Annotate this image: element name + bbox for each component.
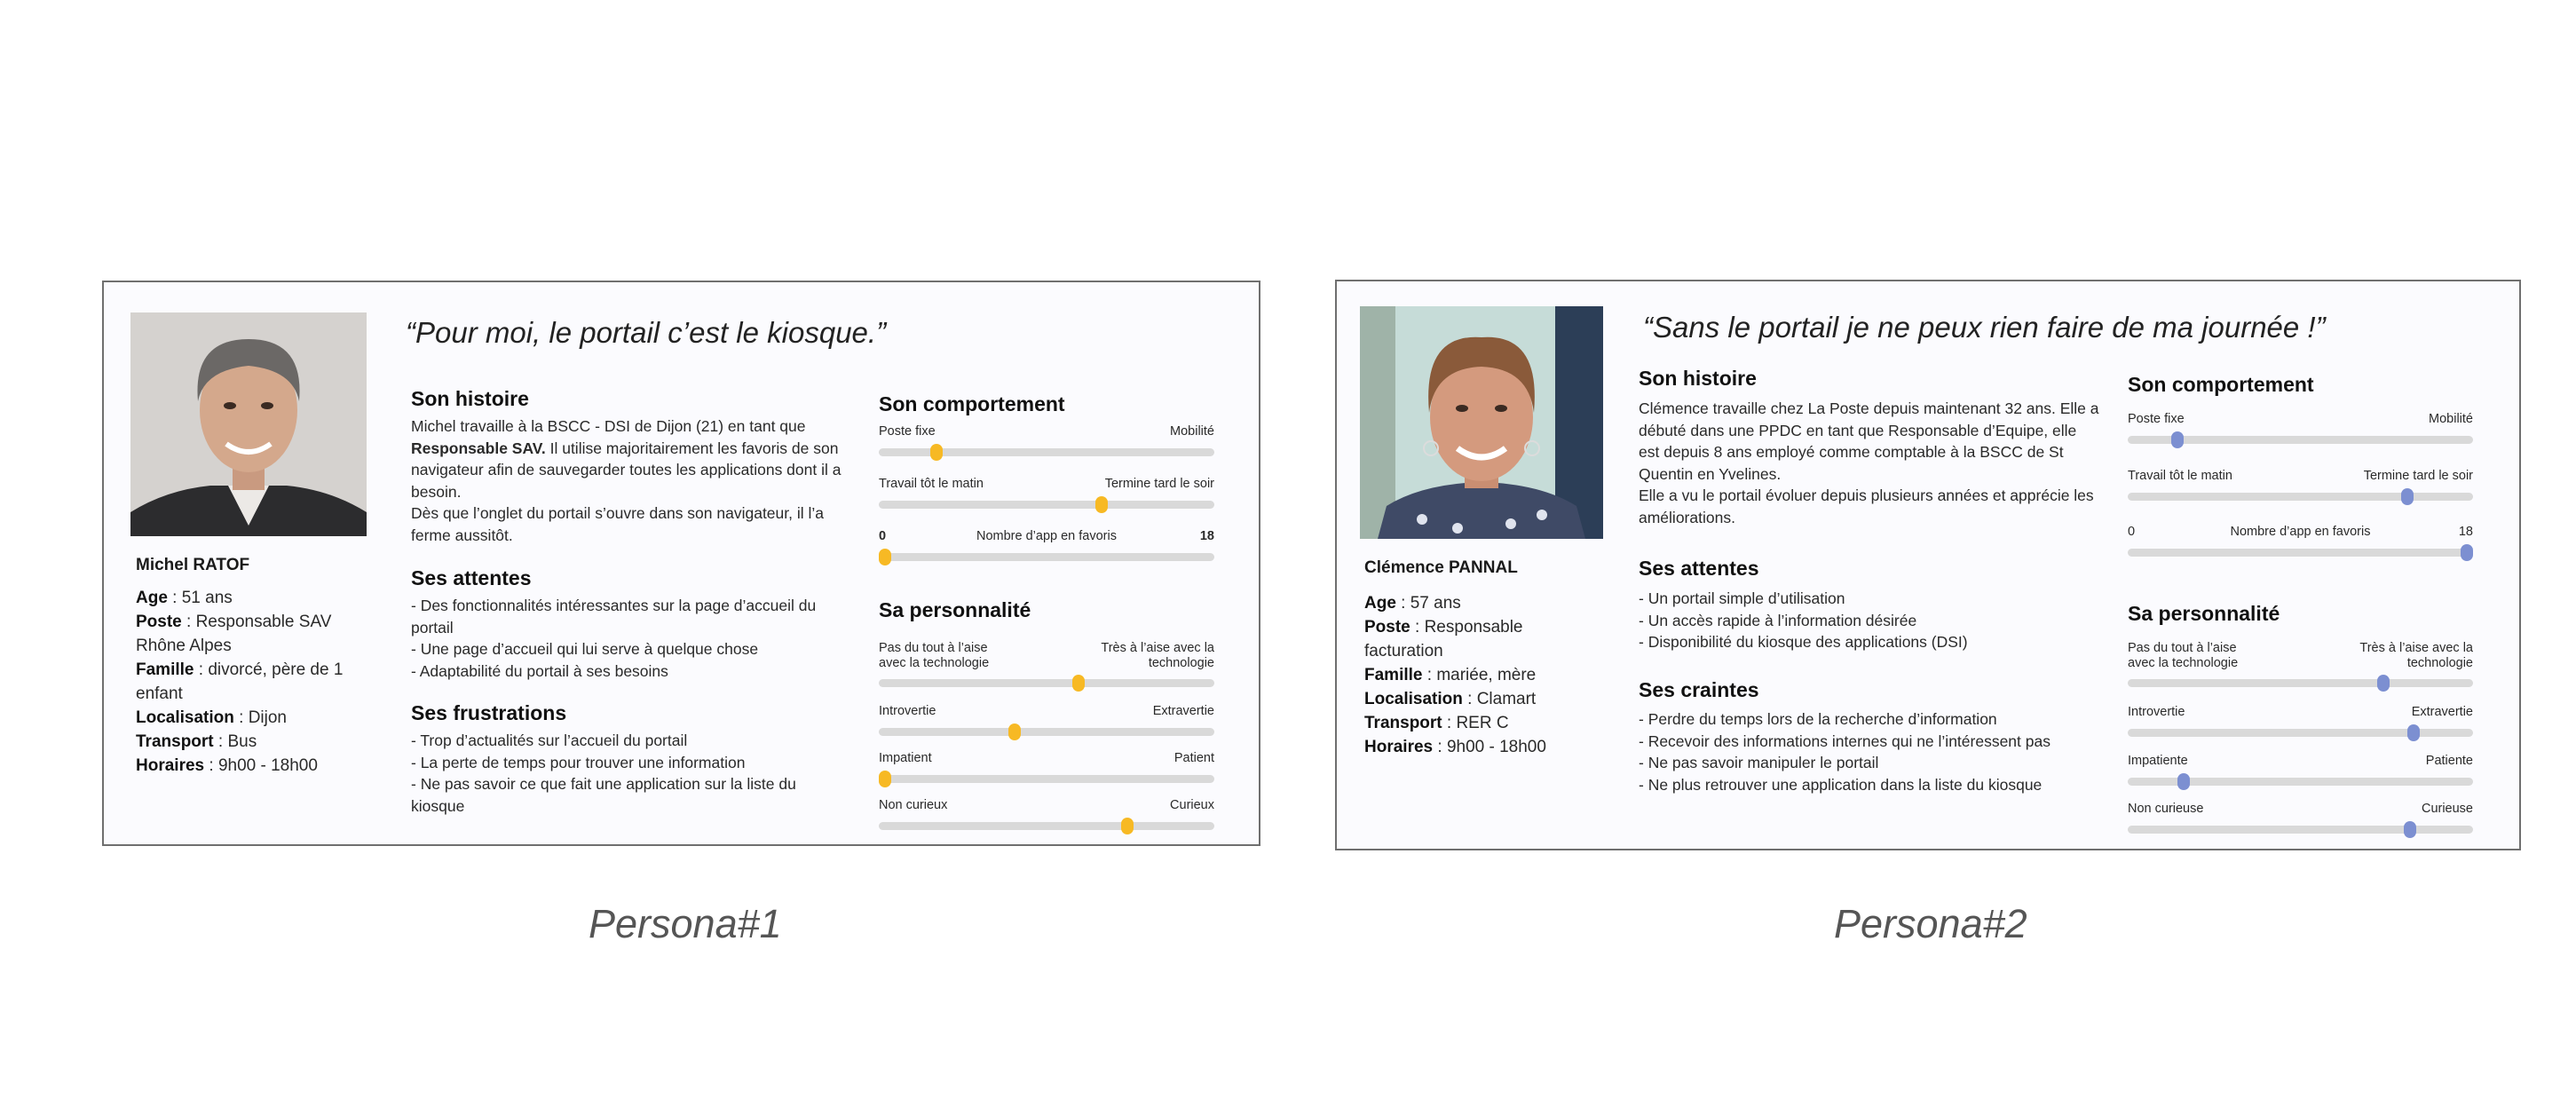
slider-favoris: Nombre d’app en favoris 0 18 (879, 529, 1214, 572)
list-item: - Adaptabilité du portail à ses besoins (411, 661, 668, 680)
persona-name: Michel RATOF (136, 556, 250, 574)
info-poste: Poste : Responsable facturation (1364, 618, 1523, 660)
info-transport: Transport : RER C (1364, 714, 1509, 732)
slider-technologie: Pas du tout à l’aise avec la technologie Très à l’aise avec la technologie (2128, 641, 2473, 684)
histoire-heading: Son histoire (411, 387, 529, 410)
slider-knob (1121, 818, 1134, 834)
slider-knob (879, 771, 891, 787)
slider-technologie: Pas du tout à l’aise avec la technologie Très à l’aise avec la technologie (879, 641, 1214, 684)
info-localisation: Localisation : Clamart (1364, 690, 1537, 708)
attentes-heading: Ses attentes (1639, 557, 1759, 580)
histoire-text: Michel travaille à la BSCC - DSI de Dijon (21) en tant que Responsable SAV. Il utilise majoritairement les favoris de son navigateur afin de sauvegarder toutes les applications dont il a besoin. Dès que l’onglet du portail s’ouvre dans son navigateur, il l’a ferme aussitôt. (411, 417, 842, 544)
attentes-heading: Ses attentes (411, 566, 532, 589)
craintes-heading: Ses craintes (1639, 678, 1759, 701)
list-item: - Des fonctionnalités intéressantes sur la page d’accueil du portail (411, 597, 817, 637)
persona-photo (130, 312, 367, 536)
info-transport: Transport : Bus (136, 732, 257, 751)
info-famille: Famille : divorcé, père de 1 enfant (136, 660, 344, 703)
list-item: - Ne plus retrouver une application dans la liste du kiosque (1639, 775, 2043, 794)
slider-knob (2407, 724, 2420, 741)
list-item: - Trop d’actualités sur l’accueil du portail (411, 731, 688, 749)
personnalite-heading: Sa personnalité (2128, 602, 2280, 625)
info-age: Age : 57 ans (1364, 594, 1461, 613)
slider-curiosite: Non curieux Curieux (879, 798, 1214, 841)
craintes-list (1639, 708, 2100, 795)
slider-poste-mobilite: Poste fixe Mobilité (2128, 412, 2473, 455)
list-item: - Un accès rapide à l’information désirée (1639, 611, 1917, 629)
slider-knob (2401, 488, 2414, 505)
info-age: Age : 51 ans (136, 589, 233, 607)
histoire-heading: Son histoire (1639, 367, 1757, 390)
persona-name: Clémence PANNAL (1364, 558, 1518, 577)
persona-caption-1: Persona#1 (589, 901, 782, 946)
list-item: - Perdre du temps lors de la recherche d’information (1639, 710, 1997, 728)
slider-knob (930, 444, 943, 461)
persona-info (1364, 591, 1577, 759)
slider-knob (2177, 773, 2190, 790)
info-famille: Famille : mariée, mère (1364, 666, 1537, 684)
slider-poste-mobilite: Poste fixe Mobilité (879, 424, 1214, 467)
attentes-list (411, 595, 819, 682)
slider-horaires: Travail tôt le matin Termine tard le soir (2128, 469, 2473, 511)
list-item: - Ne pas savoir manipuler le portail (1639, 754, 1879, 771)
slider-knob (2404, 821, 2416, 838)
list-item: - Une page d’accueil qui lui serve à quelque chose (411, 640, 759, 658)
list-item: - La perte de temps pour trouver une information (411, 753, 746, 771)
list-item: - Recevoir des informations internes qui ne l’intéressent pas (1639, 731, 2051, 750)
persona-photo (1360, 306, 1603, 539)
persona-info (136, 586, 384, 778)
slider-knob (1072, 675, 1085, 692)
slider-introvertie: Introvertie Extravertie (879, 704, 1214, 747)
slider-knob (2461, 544, 2473, 561)
persona-quote: “Pour moi, le portail c’est le kiosque.” (406, 316, 887, 349)
histoire-text: Clémence travaille chez La Poste depuis maintenant 32 ans. Elle a débuté dans une PPDC en tant que Responsable d’Equipe, elle est depuis 8 ans employé comme comptable à la BSCC de St Quentin en Yvelines. Elle a vu le portail évoluer depuis plusieurs années et apprécie les améliorations. (1639, 399, 2099, 526)
slider-horaires: Travail tôt le matin Termine tard le soir (879, 477, 1214, 519)
frustrations-list (411, 730, 810, 817)
persona-card-1 (102, 281, 1260, 846)
slider-introvertie: Introvertie Extravertie (2128, 705, 2473, 747)
info-localisation: Localisation : Dijon (136, 708, 287, 727)
slider-curiosite: Non curieuse Curieuse (2128, 802, 2473, 844)
slider-patience: Impatiente Patiente (2128, 754, 2473, 796)
slider-knob (1008, 724, 1021, 740)
slider-knob (879, 549, 891, 565)
list-item: - Disponibilité du kiosque des applications (DSI) (1639, 633, 1968, 651)
slider-knob (1095, 496, 1108, 513)
slider-knob (2171, 431, 2184, 448)
slider-knob (2377, 675, 2390, 692)
info-horaires: Horaires : 9h00 - 18h00 (136, 756, 318, 775)
info-poste: Poste : Responsable SAV Rhône Alpes (136, 613, 332, 655)
slider-patience: Impatient Patient (879, 751, 1214, 794)
list-item: - Ne pas savoir ce que fait une application sur la liste du kiosque (411, 775, 796, 815)
attentes-list (1639, 588, 2100, 653)
comportement-heading: Son comportement (2128, 373, 2314, 396)
persona-quote: “Sans le portail je ne peux rien faire de ma journée !” (1643, 311, 2326, 344)
frustrations-heading: Ses frustrations (411, 701, 567, 724)
personnalite-heading: Sa personnalité (879, 598, 1031, 621)
list-item: - Un portail simple d’utilisation (1639, 589, 1845, 607)
slider-favoris: Nombre d’app en favoris 0 18 (2128, 525, 2473, 567)
comportement-heading: Son comportement (879, 392, 1065, 415)
info-horaires: Horaires : 9h00 - 18h00 (1364, 738, 1546, 756)
persona-card-2 (1335, 280, 2521, 850)
persona-caption-2: Persona#2 (1834, 901, 2027, 946)
